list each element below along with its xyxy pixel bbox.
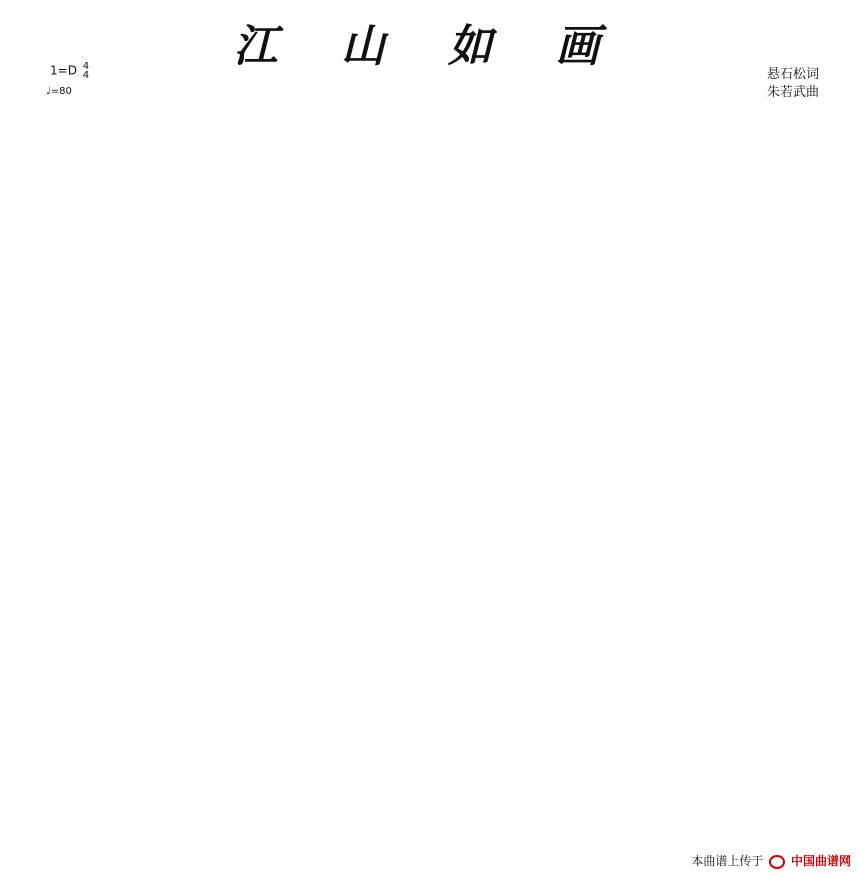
- tempo-mark: ♩=80: [46, 86, 72, 97]
- time-bottom: 4: [82, 70, 90, 81]
- composer: 朱若武曲: [766, 85, 819, 100]
- footer-logo: [769, 855, 785, 869]
- footer-brand: 中国曲谱网: [790, 854, 851, 868]
- key-signature: [50, 62, 89, 80]
- footer: [691, 852, 851, 869]
- song-title: 江 山 如 画: [233, 21, 624, 72]
- lyricist: 悬石松词: [766, 67, 819, 82]
- time-signature: [83, 62, 89, 80]
- footer-text: 本曲谱上传于: [691, 854, 764, 868]
- time-top: 4: [82, 61, 90, 72]
- credits: [767, 66, 819, 102]
- key-label: 1=D: [50, 63, 77, 78]
